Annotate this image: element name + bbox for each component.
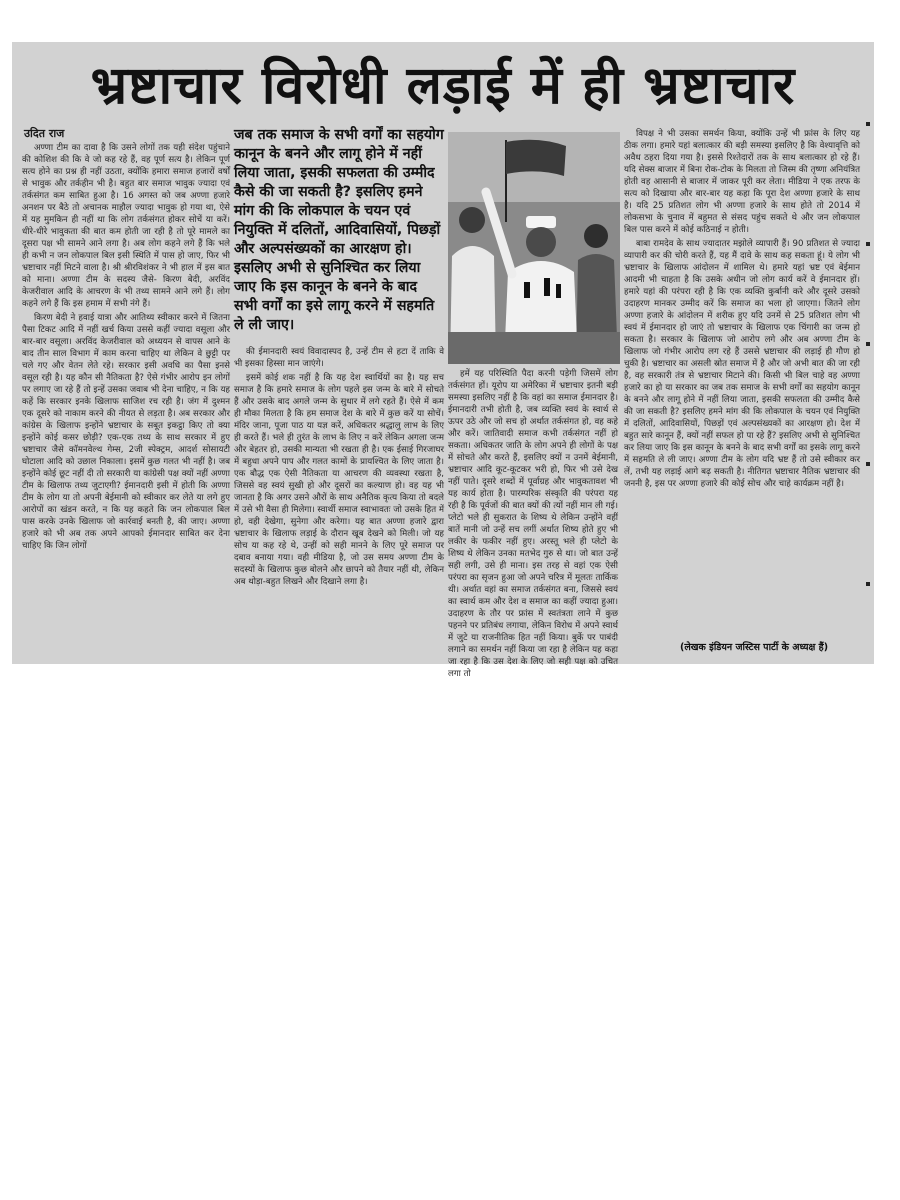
article-column-1: [22, 142, 230, 656]
margin-mark: [866, 242, 870, 246]
paragraph: विपक्ष ने भी उसका समर्थन किया, क्योंकि उन्हें भी फ्रांस के लिए यह ठीक लगा। हमारे यहां बलात्कार की बड़ी समस्या इसलिए है कि वेश्यावृत्ति को अवैध ठहरा दिया गया है। इससे रिश्तेदारों तक के साथ बलात्कार हो रहे हैं। यदि सेक्स बाजार में बिना रोक-टोक के मिलता तो जिस्म की तृष्णा अनियंत्रित होती वह आसानी से बाजार में जाकर पूरी कर लेता। मीडिया ने एक तरफ के सत्य को दिखाया और बार-बार यह कहा कि पूरा देश अण्णा हजारे के साथ है। यदि 25 प्रतिशत लोग भी अण्णा हजारे के साथ होते तो 2014 में लोकसभा के चुनाव में बहुमत से संसद पहुंच सकते थे और जन लोकपाल बिल पास करने में कोई कठिनाई न होती।: [624, 129, 860, 235]
paragraph: बाबा रामदेव के साथ ज्यादातर मझोले व्यापारी हैं। 90 प्रतिशत से ज्यादा व्यापारी कर की चोरी करते हैं, यह मैं दावे के साथ कह सकता हूं। ये लोग भी भ्रष्टाचार के खिलाफ आंदोलन में शामिल थे। हमारे यहां भ्रष्ट एवं बेईमान आदमी भी चाहता है कि उसके अधीन जो लोग कार्य करें वे ईमानदार हों। हमारे यहां की परंपरा रही है कि एक व्यक्ति कुर्बानी करे और दूसरे उसको उदाहरण मानकर उम्मीद करें कि समाज का भला हो जाएगा। जितने लोग अण्णा हजारे के आंदोलन में शरीक हुए यदि उनमें से 25 प्रतिशत लोग भी स्वयं में ईमानदार हो जाएं तो भ्रष्टाचार के खिलाफ एक चिंगारी का जन्म हो सकता है। सरकार के खिलाफ जो आरोप लगे और अब अण्णा टीम के खिलाफ जो गंभीर आरोप लग रहे हैं उससे भ्रष्टाचार की लड़ाई ही गौण हो चुकी है। भ्रष्टाचार का असली स्रोत समाज में है और जो अभी बात की जा रही है, वह सरकारी तंत्र से भ्रष्टाचार मिटाने की। किसी भी बिल चाहे वह अण्णा हजारे का हो या सरकार का जब तक समाज के सभी वर्गों का सहयोग कानून के बनने और लागू होने में नहीं लिया जाता, इसकी सफलता की उम्मीद कैसे की जा सकती है? इसलिए हमने मांग की कि लोकपाल के चयन एवं नियुक्ति में दलितों, आदिवासियों, पिछड़ों एवं अल्पसंख्यकों का आरक्षण हो। देश में बहुत सारे कानून हैं, क्यों नहीं सफल हो पा रहे हैं? इसलिए अभी से सुनिश्चित कर लिया जाए कि इस कानून के बनने के बाद सभी वर्गों का इसके लागू करने में सहमति ले ली जाए। अण्णा टीम के लोग यदि भ्रष्ट हैं तो उसे स्वीकार कर लें, तभी यह लड़ाई आगे बढ़ सकती है। नीतिगत भ्रष्टाचार नैतिक भ्रष्टाचार की जननी है, इस पर अण्णा हजारे की कोई सोच और चाहे कार्यक्रम नहीं है।: [624, 239, 860, 489]
paragraph: की ईमानदारी स्वयं विवादास्पद है, उन्हें टीम से हटा दें ताकि वे भी इसका हिस्सा मान जाएंगे।: [234, 347, 444, 369]
article-column-4: [624, 128, 860, 642]
article-column-3: [448, 368, 618, 679]
margin-mark: [866, 462, 870, 466]
author-credit: (लेखक इंडियन जस्टिस पार्टी के अध्यक्ष हैं): [680, 642, 829, 653]
paragraph: अण्णा टीम का दावा है कि उसने लोगों तक यही संदेश पहुंचाने की कोशिश की कि वे जो कह रहे हैं, वह पूर्ण सत्य है। लेकिन पूर्ण सत्य होने का प्रश्न ही नहीं उठता, क्योंकि हमारा समाज हजारों वर्षों से भावुक और तर्कहीन भी है। बहुत बार समाज भावुक ज्यादा एवं तर्कसंगत कम साबित हुआ है। 16 अगस्त को जब अण्णा हजारे अनशन पर बैठे तो अचानक माहौल ज्यादा भावुक हो गया था, ऐसे में यह मुमकिन ही नहीं था कि लोग तर्कसंगत होकर सोचें या करें। धीरे-धीरे भावुकता की बात कम होती जा रही है तो पूरे मामले का दूसरा पक्ष भी सामने आने लगा है। अब लोग कहने लगे हैं कि भले ही कभी न जन लोकपाल बिल इसी स्थिति में पास हो जाए, फिर भी भ्रष्टाचार नहीं मिटने वाला है। श्री श्रीरविशंकर ने भी हाल में इस बात को माना। अण्णा टीम के सदस्य जैसे- किरण बेदी, अरविंद केजरीवाल आदि के आचरण के भी तथ्य सामने आने लगे हैं। लोग कहने लगे हैं कि इस हमाम में सभी नंगे हैं।: [22, 143, 230, 309]
paragraph: इसमें कोई शक नहीं है कि यह देश स्वार्थियों का है। यह सच समाज है कि हमारे समाज के लोग पहले इस जन्म के बारे में सोचते हैं और उसके बाद अगले जन्म के सुधार में लगे रहते हैं। ऐसे में कम ही मौका मिलता है कि हम समाज देश के बारे में कुछ करें या सोचें। मंदिर जाना, पूजा पाठ या यज्ञ करें, अधिकतर श्रद्धालु लाभ के लिए ही करते हैं। भले ही तुरंत के लाभ के लिए न करें लेकिन अगला जन्म और बेहतर हो, उसकी मान्यता भी रखता ही है। एक ईसाई गिरजाघर में बहुधा अपने पाप और गलत कामों के प्रायश्चित के लिए जाता है। एक बौद्ध एक ऐसी नैतिकता या आचरण की व्यवस्था रखता है, जिससे वह स्वयं सुखी हो और दूसरों का कल्याण हो। वह यह भी जानता है कि अगर उसने औरों के साथ अनैतिक कृत्य किया तो बदले में उसे भी वैसा ही मिलेगा। स्वार्थी समाज स्वाभावतः जो उसके हित में हो, वही देखेगा, सुनेगा और करेगा। यह बात अण्णा हजारे द्वारा भ्रष्टाचार के खिलाफ लड़ाई के दौरान खूब देखने को मिली। जो यह सोच या कह रहे थे, उन्हीं को सही मानने के लिए पूरे समाज पर दबाव बनाया गया। वही मीडिया है, जो उस समय अण्णा टीम के सदस्यों के खिलाफ कुछ बोलने और छापने को तैयार नहीं थी, लेकिन अब थोड़ा-बहुत लिखने और दिखाने लगा है।: [234, 373, 445, 587]
newspaper-clipping: [12, 42, 874, 679]
margin-mark: [866, 122, 870, 126]
margin-mark: [866, 342, 870, 346]
news-photo: [448, 132, 620, 364]
paragraph: किरण बेदी ने हवाई यात्रा और आतिथ्य स्वीकार करने में जितना पैसा टिकट आदि में नहीं खर्च किया उससे कहीं ज्यादा वसूला और बार-बार वसूला। अरविंद केजरीवाल को अध्ययन से वापस आने के बाद तीन साल विभाग में काम करना चाहिए था लेकिन वे छुट्टी पर चले गए और वेतन लेते रहे। सरकार इसी अवधि का पैसा इनसे वसूल रही है। यह कौन सी नैतिकता है? ऐसे गंभीर आरोप इन लोगों पर लगाए जा रहे हैं तो इन्हें उसका जवाब भी देना चाहिए, न कि यह कहें कि सरकार इनके खिलाफ साजिश रच रही है। जंग में दुश्मन एक दूसरे को नाकाम करने की नीयत से लड़ता है। अब सरकार और कांग्रेस के खिलाफ इन्होंने भ्रष्टाचार के सबूत इकट्ठा किए तो क्या इन्होंने कोई कसर छोड़ी? एक-एक तथ्य के साथ सरकार में हुए भ्रष्टाचार जैसे कॉमनवेल्थ गेम्स, 2जी स्पेक्ट्रम, आदर्श सोसायटी घोटाला आदि को उछाल निकाला। इसमें कुछ गलत भी नहीं है। जब इन्होंने कोई छूट नहीं दी तो सरकारी या कांग्रेसी पक्ष क्यों नहीं अण्णा टीम के खिलाफ तथ्य जुटाएगी? ईमानदारी इसी में होती कि अण्णा टीम के लोग या तो अपनी बेईमानी को स्वीकार कर लेते या लगे हुए आरोपों का खंडन करते, न कि यह कहते कि जन लोकपाल बिल पास करके उनके खिलाफ जो कार्रवाई बनती है, की जाए। अण्णा हजारे को भी अब तक अपने आपको ईमानदार साबित कर देना चाहिए कि जिन लोगों: [22, 313, 230, 551]
photo-image: [448, 132, 620, 364]
article-column-2: [234, 346, 444, 658]
headline: भ्रष्टाचार विरोधी लड़ाई में ही भ्रष्टाचार: [90, 56, 796, 116]
margin-mark: [866, 582, 870, 586]
paragraph: हमें यह परिस्थिति पैदा करनी पड़ेगी जिसमें लोग तर्कसंगत हों। यूरोप या अमेरिका में भ्रष्टाचार इतनी बड़ी समस्या इसलिए नहीं है कि वहां का समाज ईमानदार है। ईमानदारी तभी होती है, जब व्यक्ति स्वयं के स्वार्थ से ऊपर उठे और जो सच हो अर्थात तर्कसंगत हो, वह कहे और करें। जातिवादी समाज कभी तर्कसंगत नहीं हो सकता। अधिकतर जाति के लोग अपने ही लोगों के पक्ष में सोचते और करते हैं, इसलिए क्यों न उनमें बेईमानी, भ्रष्टाचार आदि कूट-कूटकर भरी हो, फिर भी उसे देख नहीं पाते। दूसरे शब्दों में पूर्वाग्रह और भावुकतावश भी यह कार्य होता है। पारम्परिक संस्कृति की परंपरा यह रही है कि पूर्वजों की बात क्यों की त्यों नहीं मान ली गई। प्लेटो भले ही सुकरात के शिष्य थे लेकिन उन्होंने वहीं बातें मानी जो उन्हें सच लगीं अर्थात शिष्य होते हुए भी लकीर के फकीर नहीं हुए। अरस्तू भले ही प्लेटो के शिष्य थे लेकिन उनका मतभेद गुरु से था। जो बात उन्हें सही लगी, उसे ही माना। इस तरह से वहां एक ऐसी परंपरा का सृजन हुआ जो अपने चरित्र में मूलतः तार्किक थी। अर्थात वहां का समाज तर्कसंगत बना, जिससे स्वयं का स्वार्थ कम और देश व समाज का कहीं ज्यादा हुआ। उदाहरण के तौर पर फ्रांस में स्वतंत्रता लाने में कुछ पहनने पर प्रतिबंध लगाया, लेकिन विरोध में अपने स्वार्थ में जुटे या राजनीतिक हित नहीं किया। बुर्के पर पाबंदी लगाने का समर्थन नहीं किया जा रहा है लेकिन यह कहा जा रहा है कि उस देश के लिए जो सही पक्ष को उचित लगा तो: [448, 369, 618, 679]
pull-quote: जब तक समाज के सभी वर्गों का सहयोग कानून के बनने और लागू होने में नहीं लिया जाता, इसकी सफलता की उम्मीद कैसे की जा सकती है? इसलिए हमने मांग की कि लोकपाल के चयन एवं नियुक्ति में दलितों, आदिवासियों, पिछड़ों और अल्पसंख्यकों का आरक्षण हो। इसलिए अभी से सुनिश्चित कर लिया जाए कि इस कानून के बनने के बाद सभी वर्गों का इसे लागू करने में सहमति ले ली जाए।: [234, 127, 444, 333]
author-byline: उदित राज: [24, 127, 65, 140]
